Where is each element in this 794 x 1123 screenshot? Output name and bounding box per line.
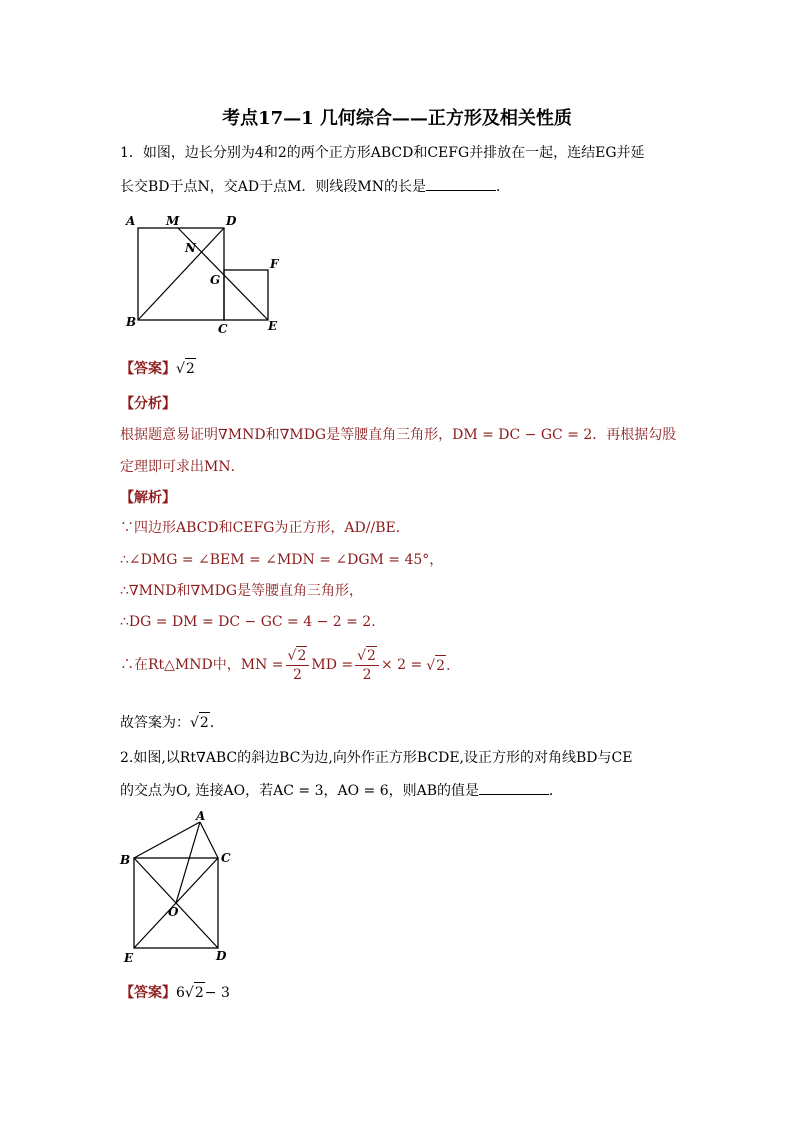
- side-ab: [134, 822, 200, 858]
- q1-text-line1: 1．如图，边长分别为4和2的两个正方形ABCD和CEFG并排放在一起，连结EG并延: [120, 145, 645, 161]
- q2-text-line2-main: 的交点为O, 连接AO，若AC = 3，AO = 6，则AB的值是: [120, 783, 480, 799]
- q1-text-line2-main: 长交BD于点N，交AD于点M．则线段MN的长是: [120, 179, 427, 195]
- analysis-tag: 【分析】: [120, 396, 176, 412]
- fraction-1-num: 2: [297, 648, 307, 664]
- q1-conclusion: 故答案为：√2．: [120, 712, 224, 733]
- fraction-1: $\frac{√2}{2}$: [286, 646, 310, 684]
- label-E: E: [268, 319, 278, 333]
- q1-text-line2-end: ．: [496, 179, 511, 195]
- solution-line4: ∴DG = DM = DC − GC = 4 − 2 = 2．: [120, 614, 386, 630]
- sol5-prefix: ∴在Rt△MND中，MN =: [120, 657, 284, 673]
- label-A: A: [196, 809, 206, 823]
- q1-text-line2: [120, 176, 510, 197]
- label-G: G: [210, 273, 221, 287]
- label-D: D: [226, 214, 237, 228]
- q2-figure: [116, 808, 246, 968]
- q2-answer-blank: [479, 780, 549, 795]
- fraction-1-den: 2: [292, 667, 302, 683]
- q1-answer-blank: [426, 176, 496, 191]
- answer-coefficient: 6: [176, 985, 185, 1001]
- solution-line5: ∴在Rt△MND中，MN = $\frac{√2}{2}$ MD = $\frac{√2}{2}$ × 2 = √2．: [120, 648, 461, 683]
- label-D: D: [216, 949, 227, 963]
- conclusion-value: 2: [199, 712, 210, 733]
- answer-value: 2: [185, 358, 196, 379]
- answer-tag: 【答案】: [120, 985, 176, 1001]
- label-C: C: [221, 851, 231, 865]
- label-B: B: [126, 315, 137, 329]
- label-C: C: [218, 322, 228, 336]
- sol5-mid2: × 2 =: [380, 657, 423, 673]
- fraction-2-den: 2: [362, 667, 372, 683]
- label-N: N: [185, 241, 196, 255]
- answer-radicand: 2: [194, 982, 205, 1003]
- label-O: O: [168, 905, 179, 919]
- answer-tag: 【答案】: [120, 361, 176, 377]
- solution-line2: ∴∠DMG = ∠BEM = ∠MDN = ∠DGM = 45°，: [120, 552, 444, 568]
- sqrt-icon: √2: [176, 358, 196, 379]
- label-M: M: [166, 214, 180, 228]
- q1-figure: [118, 208, 298, 336]
- q1-answer: [120, 358, 196, 379]
- solution-line1: ∵四边形ABCD和CEFG为正方形，AD//BE．: [120, 520, 410, 536]
- side-ac: [200, 822, 218, 858]
- analysis-line2: 定理即可求出MN．: [120, 459, 245, 475]
- analysis-line1: 根据题意易证明∇MND和∇MDG是等腰直角三角形，DM = DC − GC = 2．再根据勾股: [120, 427, 677, 443]
- label-A: A: [126, 214, 136, 228]
- fraction-2: $\frac{√2}{2}$: [355, 646, 379, 684]
- conclusion-end: ．: [209, 715, 224, 731]
- conclusion-prefix: 故答案为：: [120, 715, 190, 731]
- solution-tag: 【解析】: [120, 490, 176, 506]
- label-B: B: [120, 853, 131, 867]
- solution-line3: ∴∇MND和∇MDG是等腰直角三角形，: [120, 583, 364, 599]
- q2-text-line2: [120, 780, 563, 801]
- q2-answer: 【答案】6√2− 3: [120, 982, 230, 1003]
- page-title: 考点17—1 几何综合——正方形及相关性质: [222, 108, 572, 129]
- q2-text-line1: 2.如图,以Rt∇ABC的斜边BC为边,向外作正方形BCDE,设正方形的对角线BD与CE: [120, 750, 633, 766]
- sol5-mid: MD =: [311, 657, 354, 673]
- fraction-2-num: 2: [367, 648, 376, 664]
- label-E: E: [124, 951, 134, 965]
- q2-text-line2-end: ．: [549, 783, 564, 799]
- answer-remainder: − 3: [204, 985, 230, 1001]
- label-F: F: [270, 257, 279, 271]
- sol5-end: 2: [435, 655, 446, 676]
